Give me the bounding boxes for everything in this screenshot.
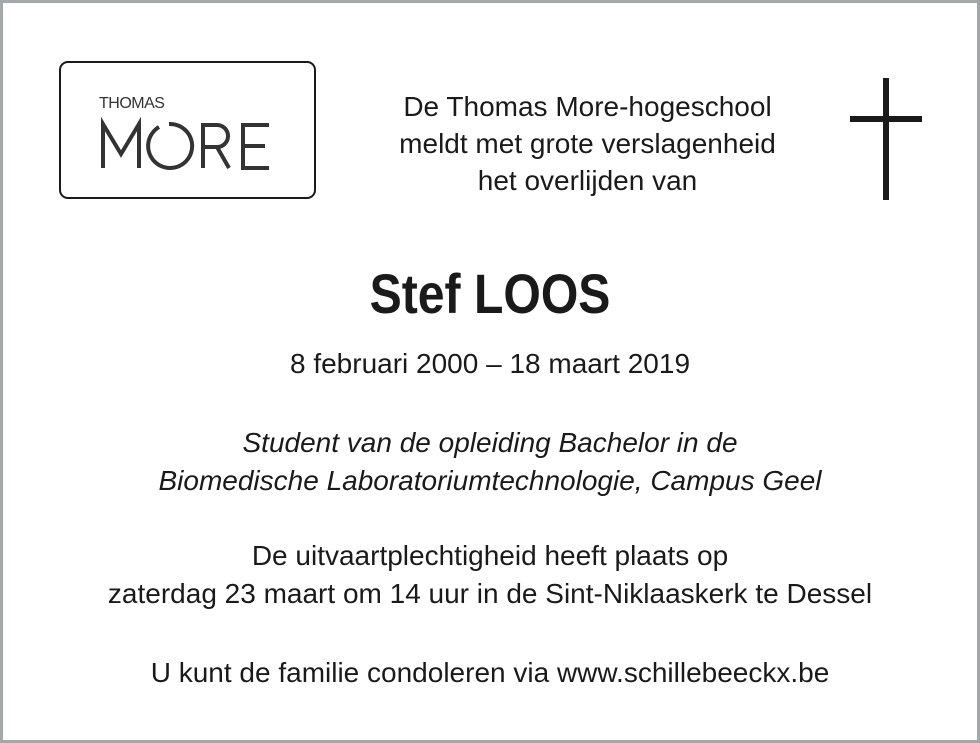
logo-small-text: THOMAS [99,95,165,112]
intro-line: het overlijden van [477,165,698,196]
study-line: Student van de opleiding Bachelor in de [242,427,738,458]
thomas-more-logo [59,61,316,199]
condolence-text: U kunt de familie condoleren via www.schillebeeckx.be [150,657,830,688]
life-dates: 8 februari 2000 – 18 maart 2019 [289,348,691,379]
intro-line: meldt met grote verslagenheid [399,128,776,159]
funeral-details [0,537,980,613]
intro-text [340,88,835,199]
funeral-line: zaterdag 23 maart om 14 uur in de Sint-Niklaaskerk te Dessel [107,578,873,609]
study-description [0,424,980,500]
cross-icon [850,78,922,202]
study-line: Biomedische Laboratoriumtechnologie, Campus Geel [158,465,822,496]
intro-line: De Thomas More-hogeschool [403,91,772,122]
logo-more-wordmark [99,116,281,178]
funeral-line: De uitvaartplechtigheid heeft plaats op [251,540,729,571]
deceased-name: Stef LOOS [369,262,611,325]
